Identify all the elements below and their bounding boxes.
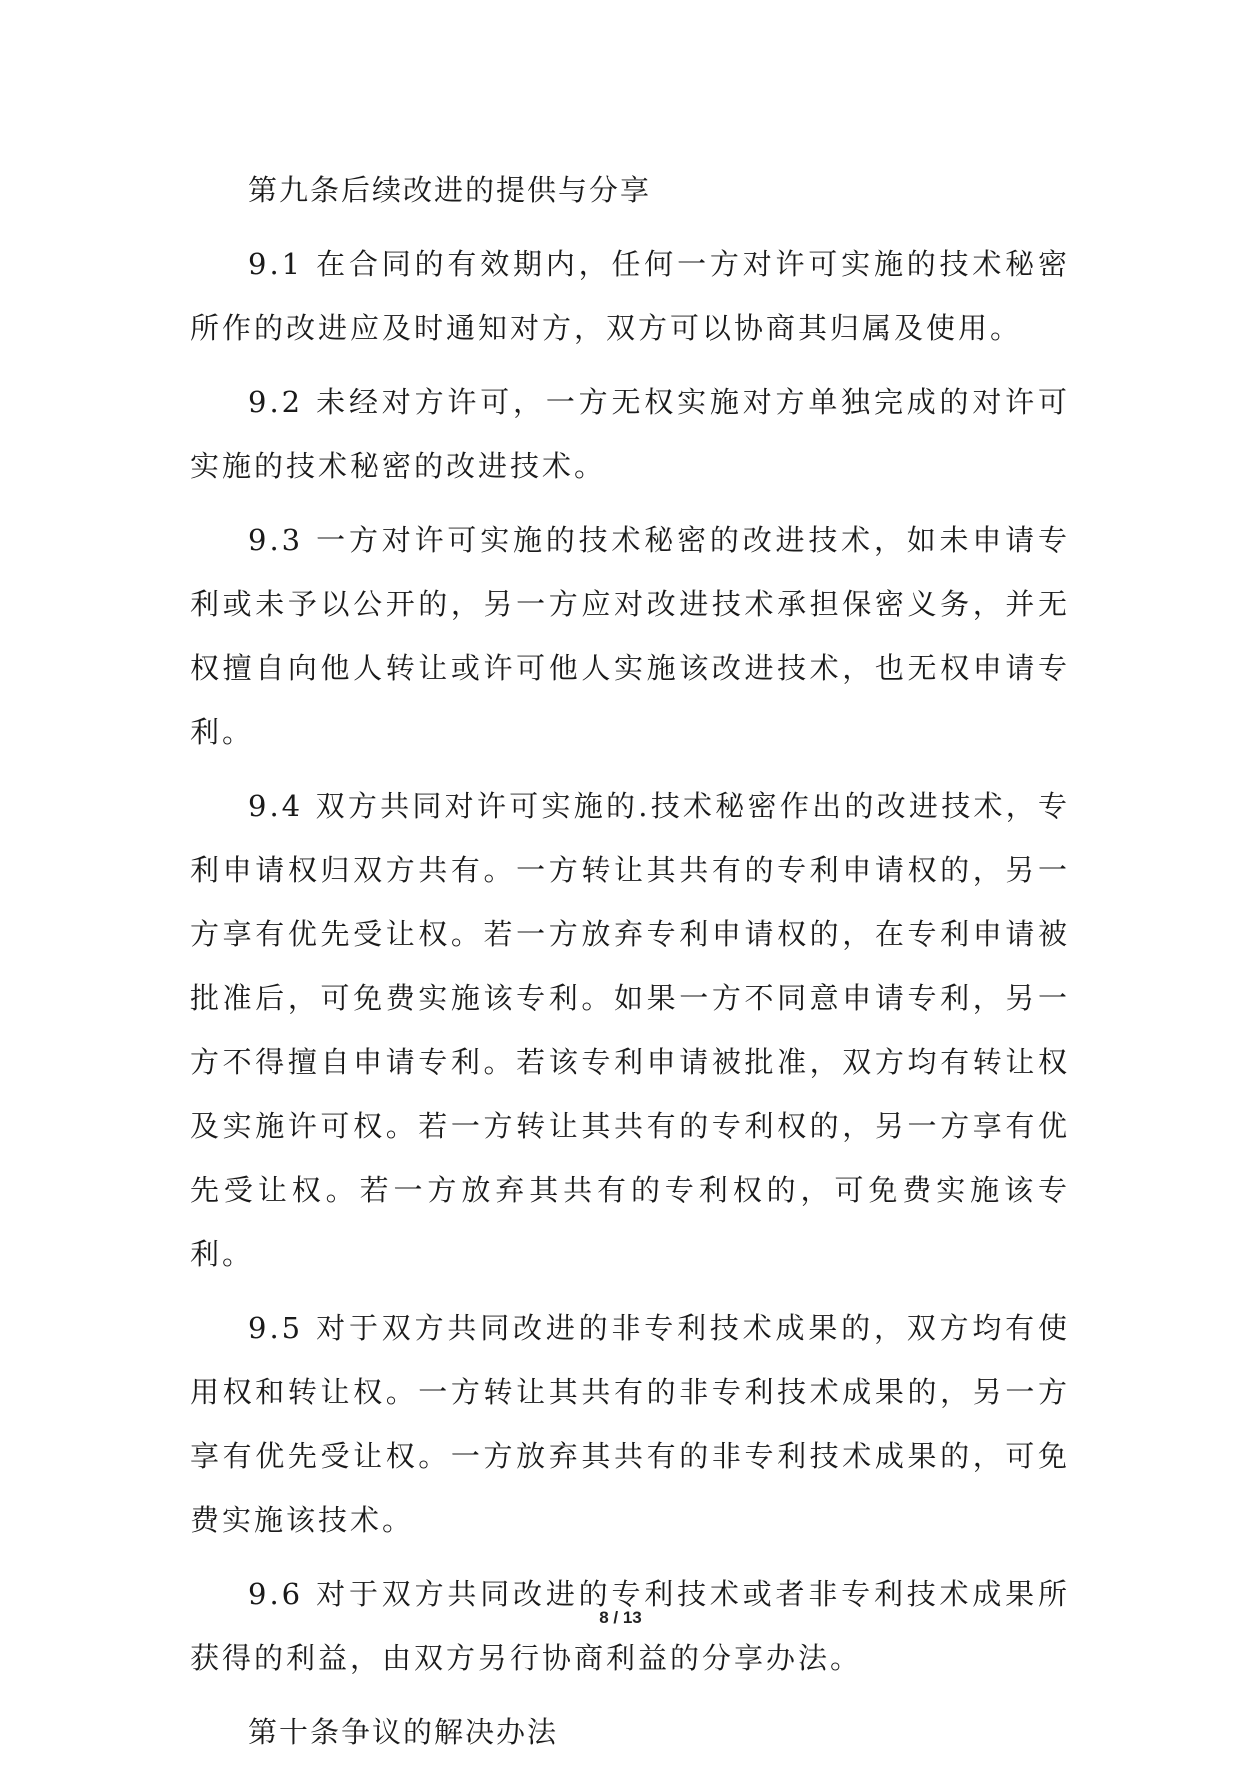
page-number: 8 / 13 bbox=[599, 1608, 642, 1627]
clause-9-5: 9.5 对于双方共同改进的非专利技术成果的，双方均有使用权和转让权。一方转让其共有的非专利技术成果的，另一方享有优先受让权。一方放弃其共有的非专利技术成果的，可免费实施该技术。 bbox=[190, 1311, 1070, 1537]
clause-9-6: 9.6 对于双方共同改进的专利技术或者非专利技术成果所获得的利益，由双方另行协商利益的分享办法。 bbox=[190, 1577, 1070, 1675]
section-heading-article-10: 第十条争议的解决办法 bbox=[248, 1715, 559, 1749]
section-heading-article-9: 第九条后续改进的提供与分享 bbox=[248, 173, 652, 207]
page-body bbox=[190, 158, 1070, 1774]
clause-9-4: 9.4 双方共同对许可实施的.技术秘密作出的改进技术，专利申请权归双方共有。一方转让其共有的专利申请权的，另一方享有优先受让权。若一方放弃专利申请权的，在专利申请被批准后，可免费实施该专利。如果一方不同意申请专利，另一方不得擅自申请专利。若该专利申请被批准，双方均有转让权及实施许可权。若一方转让其共有的专利权的，另一方享有优先受让权。若一方放弃其共有的专利权的，可免费实施该专利。 bbox=[190, 789, 1070, 1271]
clause-9-1: 9.1 在合同的有效期内，任何一方对许可实施的技术秘密所作的改进应及时通知对方，双方可以协商其归属及使用。 bbox=[190, 247, 1070, 345]
clause-9-2: 9.2 未经对方许可，一方无权实施对方单独完成的对许可实施的技术秘密的改进技术。 bbox=[190, 385, 1070, 483]
clause-9-3: 9.3 一方对许可实施的技术秘密的改进技术，如未申请专利或未予以公开的，另一方应对改进技术承担保密义务，并无权擅自向他人转让或许可他人实施该改进技术，也无权申请专利。 bbox=[190, 523, 1070, 749]
